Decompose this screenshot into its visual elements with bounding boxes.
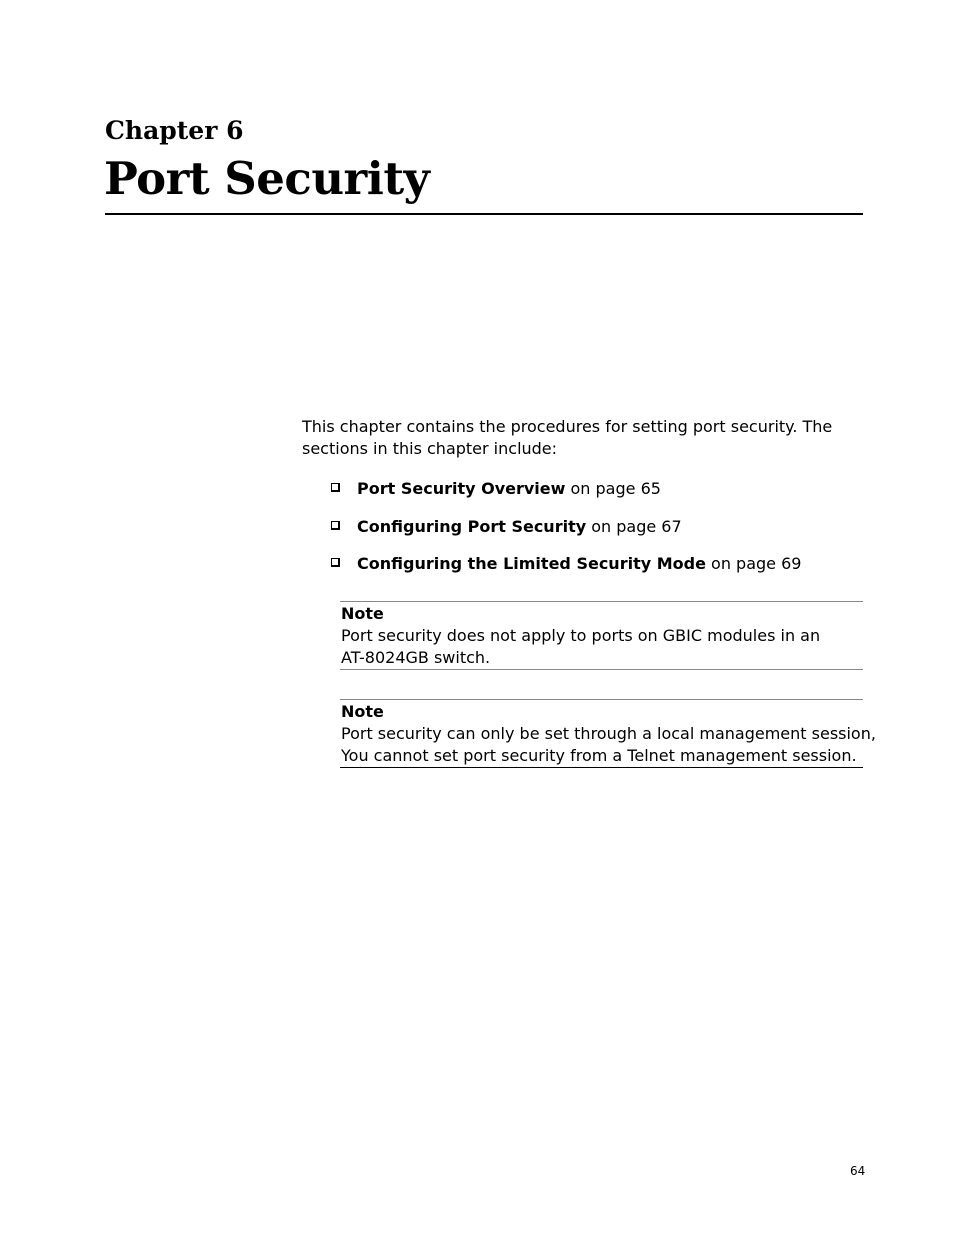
section-link-port-security-overview[interactable]: Port Security Overview <box>357 479 566 498</box>
checkbox-bullet-icon <box>331 521 340 530</box>
section-list <box>330 478 801 591</box>
note-box <box>340 601 863 670</box>
section-link-limited-security-mode[interactable]: Configuring the Limited Security Mode <box>357 554 706 573</box>
section-item <box>330 478 801 500</box>
title-rule <box>105 213 863 215</box>
section-item <box>330 553 801 575</box>
note-box <box>340 699 876 768</box>
note-heading: Note <box>341 604 384 623</box>
section-item <box>330 516 801 538</box>
note-text: Port security does not apply to ports on GBIC modules in an <box>341 626 821 645</box>
page-number: 64 <box>850 1164 866 1178</box>
note-text: AT-8024GB switch. <box>341 648 491 667</box>
section-link-configuring-port-security[interactable]: Configuring Port Security <box>357 516 587 536</box>
checkbox-bullet-icon <box>331 483 340 492</box>
section-page-ref: on page 69 <box>705 554 802 573</box>
note-heading: Note <box>341 702 384 721</box>
intro-paragraph: This chapter contains the procedures for setting port security. The sections in this chapter include: <box>302 417 833 458</box>
note-text: Port security can only be set through a local management session, <box>341 724 876 743</box>
chapter-label: Chapter 6 <box>105 116 244 145</box>
section-page-ref: on page 67 <box>586 516 682 536</box>
note-text: You cannot set port security from a Telnet management session. <box>341 746 857 765</box>
section-page-ref: on page 65 <box>565 479 661 498</box>
checkbox-bullet-icon <box>331 558 340 567</box>
chapter-title: Port Security <box>104 152 430 205</box>
